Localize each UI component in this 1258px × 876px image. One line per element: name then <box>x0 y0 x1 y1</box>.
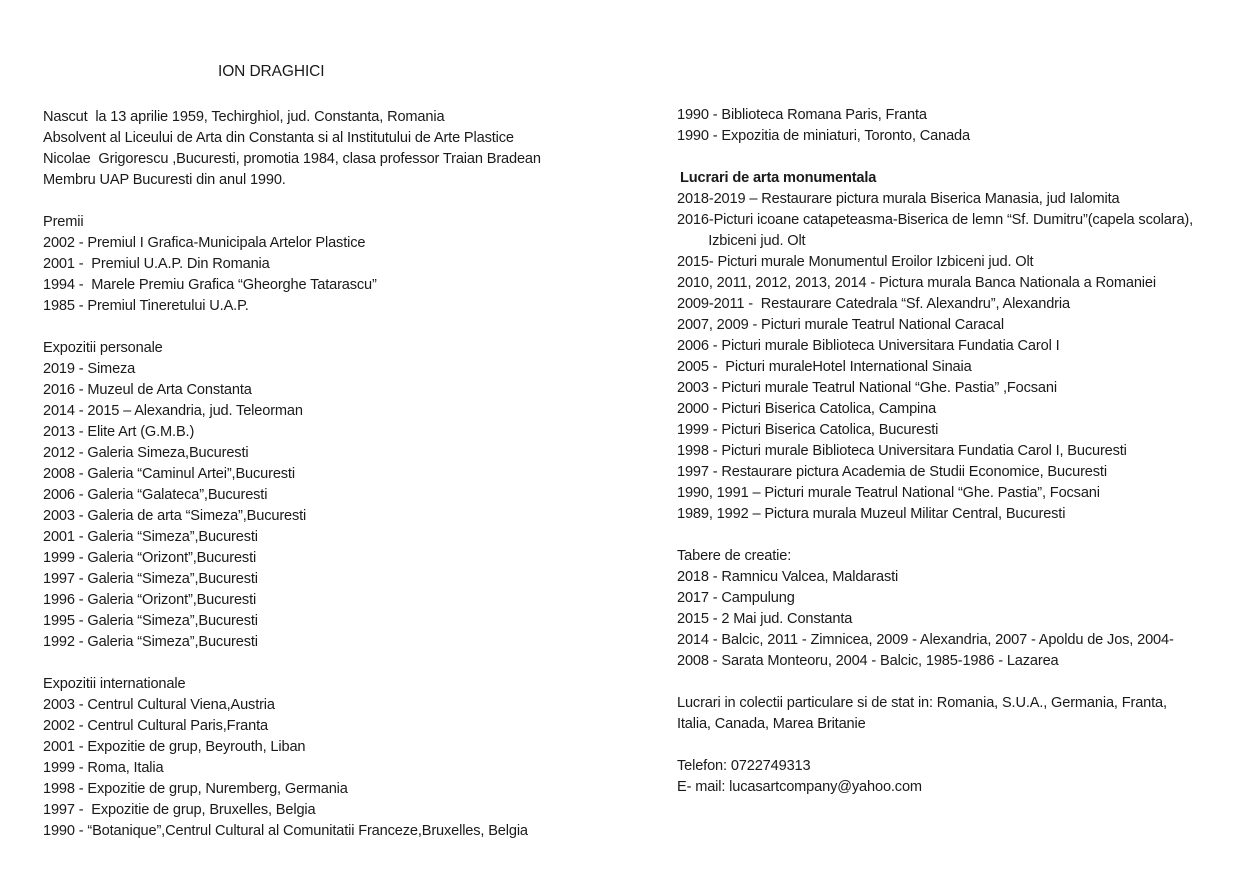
list-item: 2002 - Centrul Cultural Paris,Franta <box>43 718 268 734</box>
section-heading: Expozitii internationale <box>43 676 186 692</box>
list-item: 2018 - Ramnicu Valcea, Maldarasti <box>677 569 899 585</box>
list-item: 1997 - Galeria “Simeza”,Bucuresti <box>43 571 258 587</box>
list-item: 2006 - Picturi murale Biblioteca Universitara Fundatia Carol I <box>677 338 1060 354</box>
bio-line: Absolvent al Liceului de Arta din Constanta si al Institutului de Arte Plastice <box>43 130 514 146</box>
list-item: 2016 - Muzeul de Arta Constanta <box>43 382 252 398</box>
list-item: 2013 - Elite Art (G.M.B.) <box>43 424 195 440</box>
list-item: 1997 - Expozitie de grup, Bruxelles, Belgia <box>43 802 316 818</box>
list-item: 2012 - Galeria Simeza,Bucuresti <box>43 445 249 461</box>
list-item: 1999 - Galeria “Orizont”,Bucuresti <box>43 550 257 566</box>
list-item: 1990 - Biblioteca Romana Paris, Franta <box>677 107 927 123</box>
list-item: 2001 - Galeria “Simeza”,Bucuresti <box>43 529 258 545</box>
list-item: 2015- Picturi murale Monumentul Eroilor Izbiceni jud. Olt <box>677 254 1034 270</box>
list-item: 2009-2011 - Restaurare Catedrala “Sf. Alexandru”, Alexandria <box>677 296 1070 312</box>
collections-line: Italia, Canada, Marea Britanie <box>677 716 866 732</box>
list-item: 2000 - Picturi Biserica Catolica, Campina <box>677 401 937 417</box>
list-item: 2018-2019 – Restaurare pictura murala Biserica Manasia, jud Ialomita <box>677 191 1120 207</box>
list-item: 2002 - Premiul I Grafica-Municipala Artelor Plastice <box>43 235 366 251</box>
section-heading: Lucrari de arta monumentala <box>680 170 877 186</box>
collections-line: Lucrari in colectii particulare si de stat in: Romania, S.U.A., Germania, Franta, <box>677 695 1167 711</box>
list-item: 2001 - Expozitie de grup, Beyrouth, Liban <box>43 739 306 755</box>
list-item: 1990 - Expozitia de miniaturi, Toronto, Canada <box>677 128 970 144</box>
list-item: 2017 - Campulung <box>677 590 795 606</box>
phone-number: Telefon: 0722749313 <box>677 758 811 774</box>
list-item: 1999 - Roma, Italia <box>43 760 164 776</box>
list-item: 2003 - Galeria de arta “Simeza”,Bucuresti <box>43 508 307 524</box>
section-heading: Premii <box>43 214 84 230</box>
list-item: 1985 - Premiul Tineretului U.A.P. <box>43 298 249 314</box>
list-item: 2014 - 2015 – Alexandria, jud. Teleorman <box>43 403 303 419</box>
list-item: 2007, 2009 - Picturi murale Teatrul National Caracal <box>677 317 1004 333</box>
list-item: 2001 - Premiul U.A.P. Din Romania <box>43 256 270 272</box>
bio-line: Nicolae Grigorescu ,Bucuresti, promotia 1984, clasa professor Traian Bradean <box>43 151 541 167</box>
bio-line: Nascut la 13 aprilie 1959, Techirghiol, jud. Constanta, Romania <box>43 109 445 125</box>
email-address: E- mail: lucasartcompany@yahoo.com <box>677 779 922 795</box>
bio-line: Membru UAP Bucuresti din anul 1990. <box>43 172 286 188</box>
list-item: 1989, 1992 – Pictura murala Muzeul Militar Central, Bucuresti <box>677 506 1066 522</box>
section-heading: Expozitii personale <box>43 340 163 356</box>
list-item: 2003 - Centrul Cultural Viena,Austria <box>43 697 275 713</box>
list-item: 1996 - Galeria “Orizont”,Bucuresti <box>43 592 257 608</box>
list-item: 2005 - Picturi muraleHotel International Sinaia <box>677 359 972 375</box>
list-item: 1995 - Galeria “Simeza”,Bucuresti <box>43 613 258 629</box>
list-item: Izbiceni jud. Olt <box>677 233 806 249</box>
list-item: 2014 - Balcic, 2011 - Zimnicea, 2009 - Alexandria, 2007 - Apoldu de Jos, 2004- <box>677 632 1174 648</box>
list-item: 2010, 2011, 2012, 2013, 2014 - Pictura murala Banca Nationala a Romaniei <box>677 275 1156 291</box>
list-item: 1998 - Picturi murale Biblioteca Universitara Fundatia Carol I, Bucuresti <box>677 443 1127 459</box>
list-item: 1999 - Picturi Biserica Catolica, Bucuresti <box>677 422 939 438</box>
list-item: 1994 - Marele Premiu Grafica “Gheorghe Tatarascu” <box>43 277 377 293</box>
list-item: 2019 - Simeza <box>43 361 136 377</box>
list-item: 1998 - Expozitie de grup, Nuremberg, Germania <box>43 781 348 797</box>
section-heading: Tabere de creatie: <box>677 548 792 564</box>
list-item: 2015 - 2 Mai jud. Constanta <box>677 611 853 627</box>
list-item: 1992 - Galeria “Simeza”,Bucuresti <box>43 634 258 650</box>
page-title: ION DRAGHICI <box>218 63 325 80</box>
list-item: 2008 - Sarata Monteoru, 2004 - Balcic, 1985-1986 - Lazarea <box>677 653 1059 669</box>
list-item: 2006 - Galeria “Galateca”,Bucuresti <box>43 487 268 503</box>
list-item: 1990, 1991 – Picturi murale Teatrul National “Ghe. Pastia”, Focsani <box>677 485 1100 501</box>
list-item: 1997 - Restaurare pictura Academia de Studii Economice, Bucuresti <box>677 464 1107 480</box>
list-item: 2003 - Picturi murale Teatrul National “Ghe. Pastia” ,Focsani <box>677 380 1057 396</box>
list-item: 2016-Picturi icoane catapeteasma-Biserica de lemn “Sf. Dumitru”(capela scolara), <box>677 212 1194 228</box>
list-item: 1990 - “Botanique”,Centrul Cultural al Comunitatii Franceze,Bruxelles, Belgia <box>43 823 528 839</box>
list-item: 2008 - Galeria “Caminul Artei”,Bucuresti <box>43 466 295 482</box>
